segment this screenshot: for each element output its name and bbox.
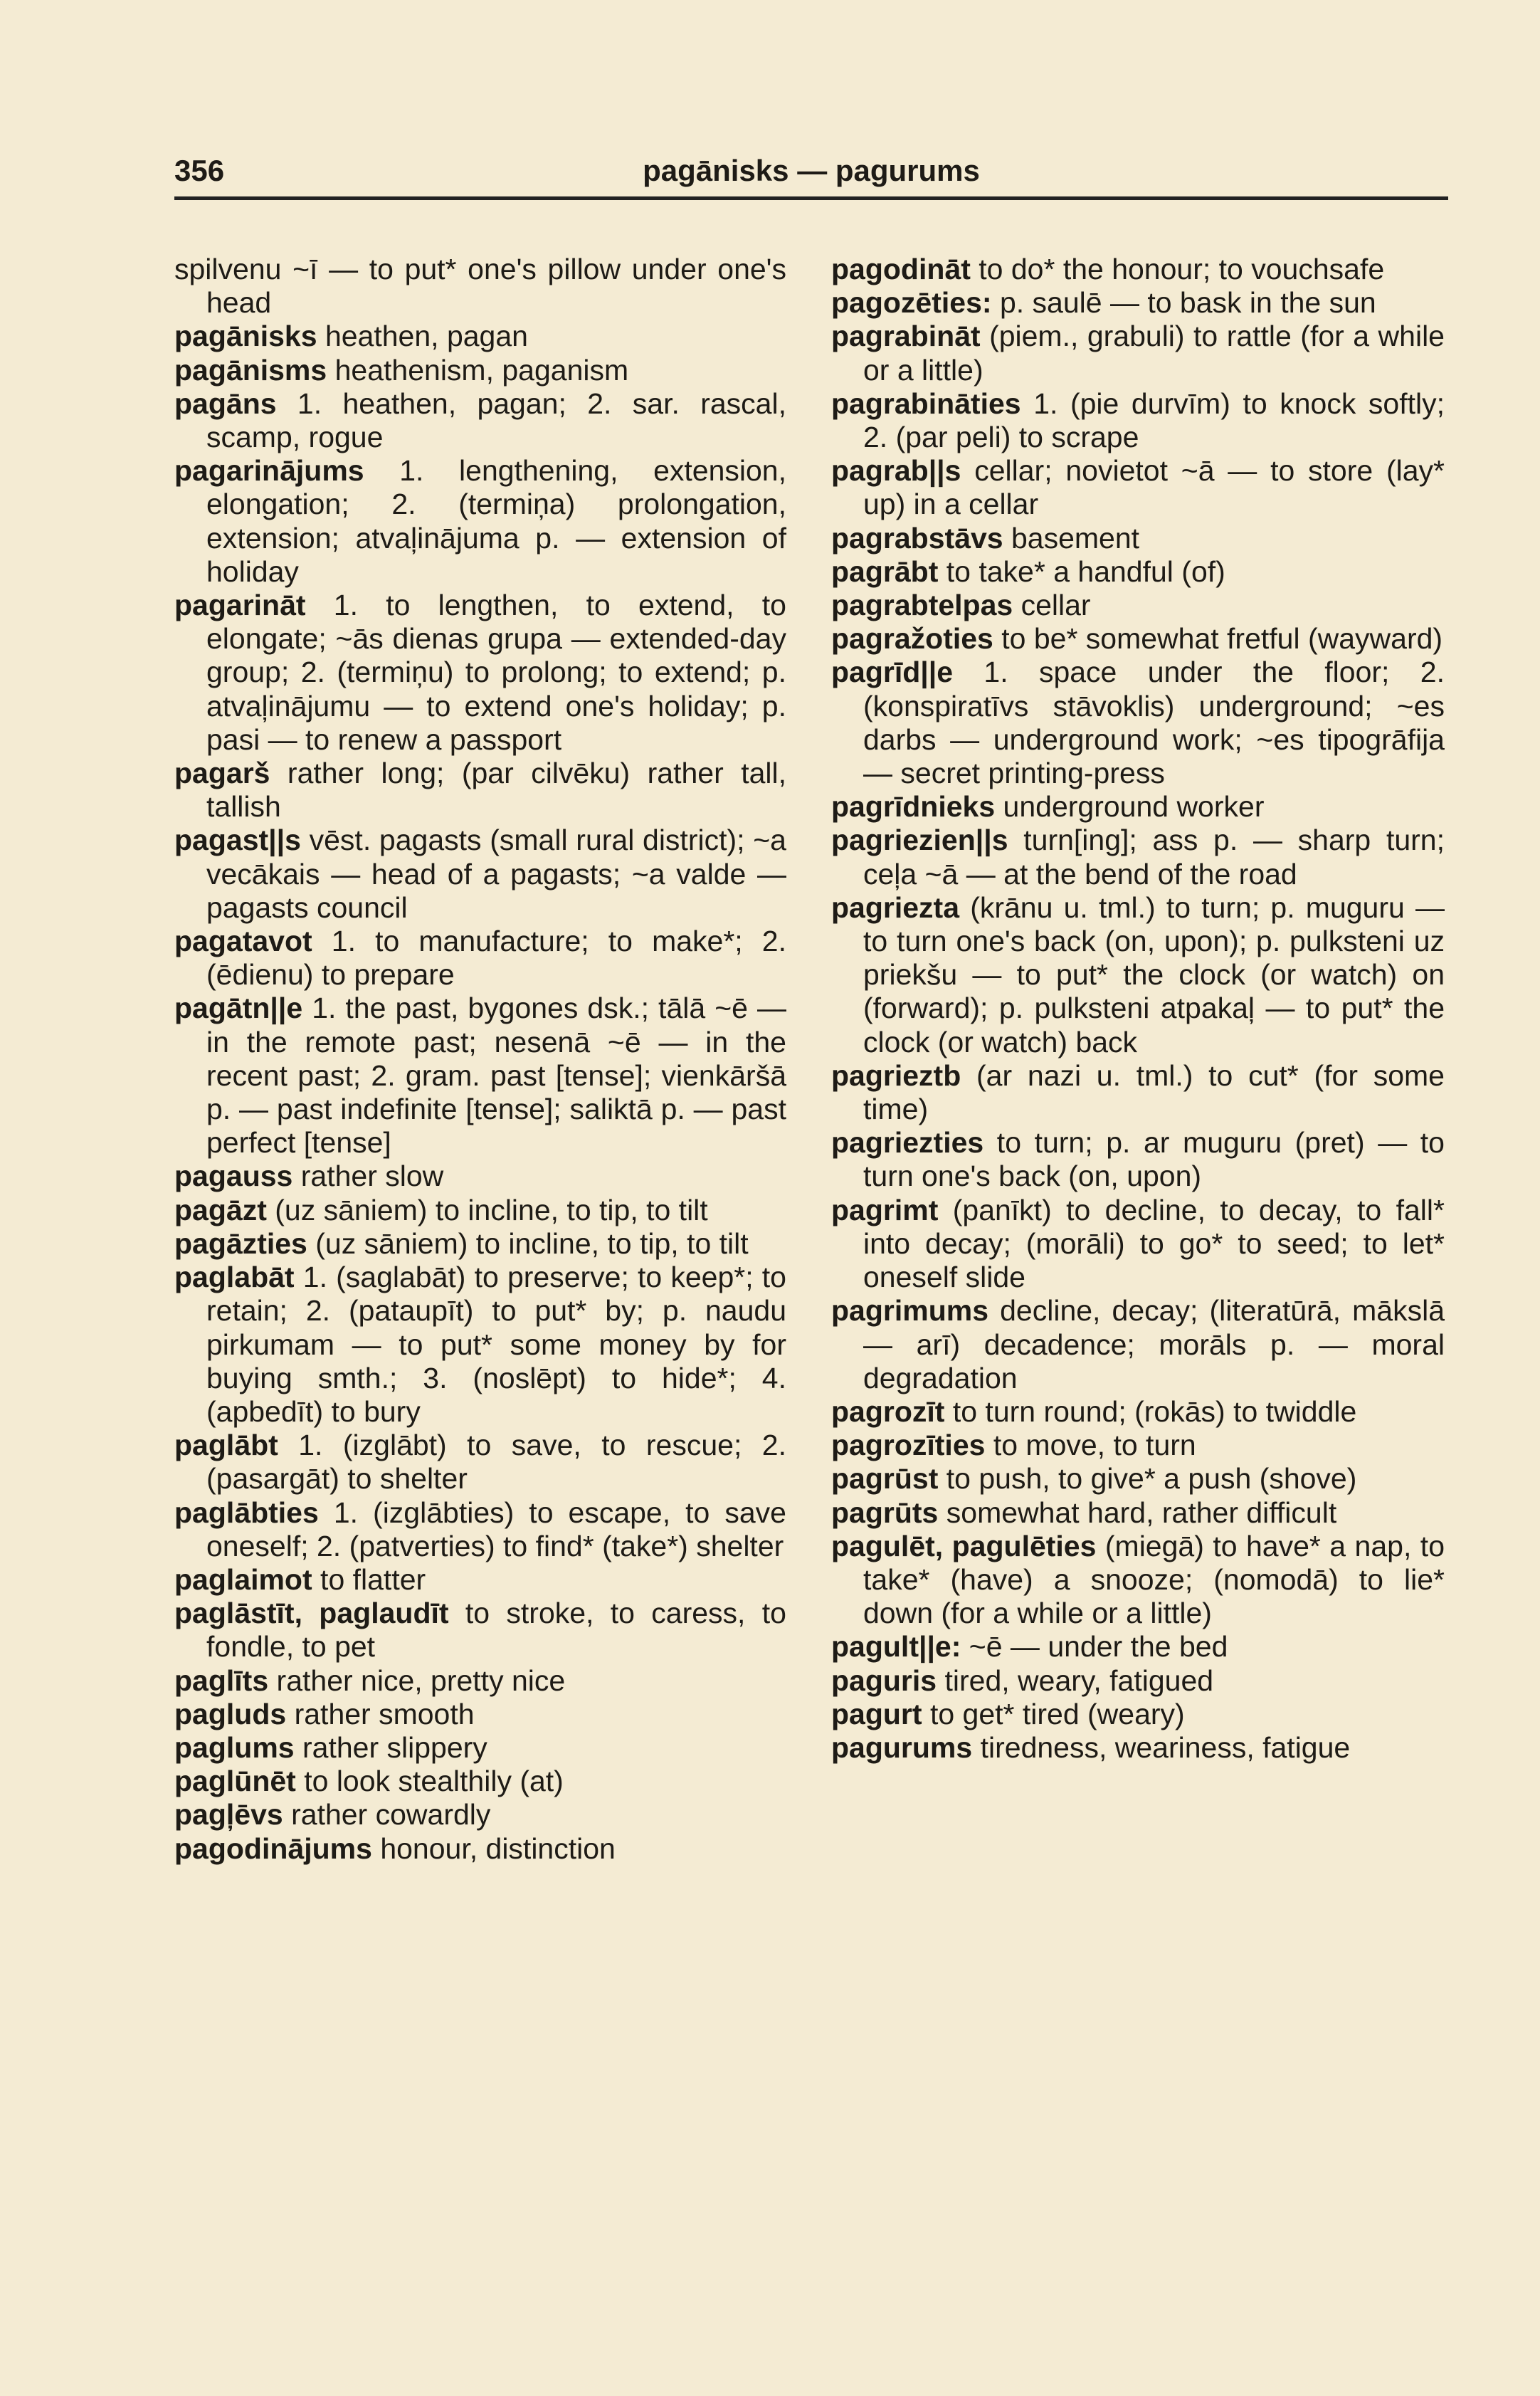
entry-definition: 1. the past, bygones dsk.; tālā ~ē — in the remote past; nesenā ~ē — in the recent past; 2. gram. past [tense]; vienkāršā p. — past indefinite [tense]; saliktā p. — past perfect [tense] — [206, 992, 786, 1160]
dictionary-entry — [831, 1731, 1445, 1765]
entry-headword: pagāzties — [174, 1226, 307, 1260]
entry-definition: 1. space under the floor; 2. (konspiratīvs stāvoklis) underground; ~es darbs — underground work; ~es tipogrāfija — secret printing-press — [863, 656, 1445, 790]
page-number: 356 — [174, 154, 225, 187]
entry-headword: pagodināt — [831, 253, 971, 285]
entry-headword: paglabāt — [174, 1261, 295, 1294]
running-head — [174, 147, 1448, 196]
entry-headword: paglābt — [174, 1429, 278, 1462]
dictionary-entry — [174, 1698, 786, 1731]
entry-definition: 1. heathen, pagan; 2. sar. rascal, scamp, rogue — [206, 387, 786, 454]
entry-headword: paguris — [831, 1664, 937, 1697]
entry-definition: turn[ing]; ass p. — sharp turn; ceļa ~ā — at the bend of the road — [863, 824, 1445, 890]
entry-headword: pagrābt — [831, 555, 939, 588]
dictionary-entry — [174, 1429, 786, 1496]
dictionary-entry — [831, 1630, 1445, 1664]
entry-headword: pagriezien||s — [831, 824, 1008, 857]
entry-headword: pagrieztb — [831, 1058, 961, 1092]
entry-headword: pagrabināt — [831, 320, 981, 353]
entry-definition: rather cowardly — [291, 1798, 491, 1832]
entry-headword: pagast||s — [174, 824, 301, 857]
entry-definition: (piem., grabuli) to rattle (for a while or a little) — [863, 320, 1445, 387]
dictionary-entry — [831, 589, 1445, 622]
entry-definition: to get* tired (weary) — [929, 1697, 1185, 1730]
dictionary-entry — [831, 555, 1445, 589]
entry-definition: rather smooth — [294, 1697, 475, 1730]
entry-headword: pagrabtelpas — [831, 589, 1013, 622]
entry-definition: underground worker — [1003, 790, 1265, 824]
entry-definition: tired, weary, fatigued — [944, 1664, 1214, 1697]
right-column — [831, 253, 1445, 1765]
entry-headword: pagrozīt — [831, 1394, 945, 1428]
entry-definition: rather long; (par cilvēku) rather tall, tallish — [206, 757, 786, 824]
dictionary-entry — [174, 1798, 786, 1832]
dictionary-entry — [831, 522, 1445, 555]
entry-definition: tiredness, weariness, fatigue — [980, 1730, 1351, 1764]
dictionary-entry — [174, 454, 786, 589]
entry-definition: p. saulē — to bask in the sun — [999, 286, 1376, 320]
dictionary-entry — [831, 320, 1445, 387]
entry-definition: to stroke, to caress, to fondle, to pet — [206, 1597, 786, 1664]
entry-definition: 1. (saglabāt) to preserve; to keep*; to retain; 2. (pataupīt) to put* by; p. naudu pirkumam — to put* some money by for buying smth.; 3. (noslēpt) to hide*; 4. (apbedīt) to bury — [206, 1261, 786, 1428]
dictionary-entry — [174, 1832, 786, 1866]
entry-headword: pagatavot — [174, 925, 312, 958]
dictionary-entry — [174, 320, 786, 353]
dictionary-entry — [831, 790, 1445, 824]
entry-headword: pagātn||e — [174, 992, 303, 1025]
entry-definition: vēst. pagasts (small rural district); ~a vecākais — head of a pagasts; ~a valde — pagasts council — [206, 824, 786, 924]
entry-headword: pagozēties: — [831, 286, 992, 320]
dictionary-entry — [174, 1597, 786, 1664]
entry-headword: pagurums — [831, 1730, 973, 1764]
dictionary-entry — [831, 824, 1445, 890]
entry-definition: to flatter — [320, 1562, 426, 1596]
page-title: pagānisks — pagurums — [643, 154, 980, 187]
entry-definition: (krānu u. tml.) to turn; p. muguru — to turn one's back (on, upon); p. pulksteni uz priekšu — to put* the clock (or watch) on (forward); p. pulksteni atpakaļ — to put* the clock (or watch) back — [863, 890, 1445, 1058]
entry-headword: pagāzt — [174, 1193, 267, 1226]
entry-headword: pagluds — [174, 1697, 287, 1730]
entry-headword: paglaimot — [174, 1562, 312, 1596]
dictionary-entry — [831, 1126, 1445, 1193]
dictionary-entry — [174, 354, 786, 387]
entry-headword: pagāns — [174, 387, 277, 420]
entry-definition: (panīkt) to decline, to decay, to fall* into decay; (morāli) to go* to seed; to let* oneself slide — [863, 1193, 1445, 1294]
dictionary-entry — [831, 656, 1445, 790]
dictionary-entry — [174, 1160, 786, 1193]
entry-headword: paglums — [174, 1730, 295, 1764]
dictionary-entry — [174, 1563, 786, 1597]
dictionary-entry — [174, 1664, 786, 1698]
entry-headword: paglāstīt, paglaudīt — [174, 1597, 449, 1630]
entry-definition: to be* somewhat fretful (wayward) — [1001, 622, 1443, 656]
entry-headword: paglābties — [174, 1496, 319, 1529]
entry-headword: pagļēvs — [174, 1798, 283, 1832]
dictionary-entry — [174, 992, 786, 1160]
dictionary-entry — [831, 1698, 1445, 1731]
entry-definition: 1. to manufacture; to make*; 2. (ēdienu) to prepare — [206, 925, 786, 992]
entry-definition: heathenism, paganism — [334, 353, 629, 387]
entry-definition: (uz sāniem) to incline, to tip, to tilt — [315, 1226, 749, 1260]
dictionary-entry — [174, 1731, 786, 1765]
dictionary-entry — [174, 1496, 786, 1563]
dictionary-entry — [831, 1395, 1445, 1429]
dictionary-entry — [831, 1294, 1445, 1395]
entry-definition: (miegā) to have* a nap, to take* (have) a snooze; (nomodā) to lie* down (for a while or a little) — [863, 1529, 1445, 1630]
dictionary-entry — [831, 454, 1445, 521]
dictionary-entry — [174, 253, 786, 320]
entry-definition: to push, to give* a push (shove) — [946, 1462, 1357, 1496]
entry-headword: pagodinājums — [174, 1832, 372, 1865]
entry-headword: pagrab||s — [831, 454, 961, 488]
dictionary-entry — [174, 1765, 786, 1798]
left-column — [174, 253, 786, 1866]
entry-headword: pagult||e: — [831, 1630, 961, 1664]
entry-headword: pagrīd||e — [831, 656, 954, 689]
header-divider — [174, 196, 1448, 200]
entry-headword: pagānisks — [174, 320, 317, 353]
dictionary-entry — [174, 1227, 786, 1261]
dictionary-entry — [831, 622, 1445, 656]
entry-definition: 1. lengthening, extension, elongation; 2. (termiņa) prolongation, extension; atvaļinājuma p. — extension of holiday — [206, 454, 786, 588]
dictionary-entry — [831, 1462, 1445, 1496]
dictionary-entry — [831, 1059, 1445, 1126]
entry-headword: paglīts — [174, 1664, 269, 1697]
entry-definition: (uz sāniem) to incline, to tip, to tilt — [275, 1193, 708, 1226]
entry-definition: spilvenu ~ī — to put* one's pillow under one's head — [174, 253, 786, 320]
dictionary-entry — [174, 589, 786, 757]
entry-definition: honour, distinction — [380, 1832, 616, 1865]
dictionary-entry — [174, 1194, 786, 1227]
dictionary-entry — [174, 824, 786, 925]
entry-headword: pagrimums — [831, 1294, 988, 1328]
entry-definition: to turn; p. ar muguru (pret) — to turn one's back (on, upon) — [863, 1126, 1445, 1193]
dictionary-entry — [831, 1664, 1445, 1698]
entry-definition: to look stealthily (at) — [304, 1765, 564, 1798]
entry-headword: pagrūst — [831, 1462, 939, 1496]
dictionary-entry — [174, 757, 786, 824]
entry-headword: pagrimt — [831, 1193, 939, 1226]
entry-definition: to do* the honour; to vouchsafe — [979, 253, 1385, 285]
dictionary-entry — [831, 253, 1445, 286]
entry-definition: ~ē — under the bed — [969, 1630, 1228, 1664]
entry-headword: paglūnēt — [174, 1765, 296, 1798]
entry-headword: pagauss — [174, 1160, 293, 1193]
dictionary-entry — [174, 1261, 786, 1429]
dictionary-entry — [831, 1194, 1445, 1295]
entry-headword: pagulēt, pagulēties — [831, 1529, 1097, 1562]
entry-definition: 1. to lengthen, to extend, to elongate; ~ās dienas grupa — extended-day group; 2. (termiņu) to prolong; to extend; p. atvaļinājumu — to extend one's holiday; p. pasi — to renew a passport — [206, 589, 786, 756]
dictionary-entry — [831, 1429, 1445, 1462]
entry-definition: to move, to turn — [993, 1429, 1196, 1462]
dictionary-entry — [831, 1496, 1445, 1530]
entry-definition: (ar nazi u. tml.) to cut* (for some time) — [863, 1058, 1445, 1126]
entry-definition: basement — [1011, 521, 1140, 555]
entry-definition: cellar — [1020, 589, 1091, 622]
entry-headword: pagrabstāvs — [831, 521, 1003, 555]
entry-headword: pagrozīties — [831, 1429, 986, 1462]
entry-headword: pagānisms — [174, 353, 327, 387]
entry-definition: 1. (pie durvīm) to knock softly; 2. (par peli) to scrape — [863, 387, 1445, 454]
dictionary-entry — [174, 925, 786, 992]
entry-definition: cellar; novietot ~ā — to store (lay* up) in a cellar — [863, 454, 1445, 521]
dictionary-entry — [174, 387, 786, 454]
entry-definition: to turn round; (rokās) to twiddle — [952, 1394, 1357, 1428]
dictionary-entry — [831, 286, 1445, 320]
entry-headword: pagurt — [831, 1697, 922, 1730]
entry-definition: rather slow — [300, 1160, 444, 1193]
entry-definition: decline, decay; (literatūrā, mākslā — arī) decadence; morāls p. — moral degradation — [863, 1294, 1445, 1394]
entry-headword: pagarināt — [174, 589, 306, 622]
entry-definition: rather slippery — [302, 1730, 487, 1764]
entry-headword: pagarinājums — [174, 454, 364, 488]
dictionary-entry — [831, 1530, 1445, 1631]
dictionary-entry — [831, 891, 1445, 1059]
entry-headword: pagrabināties — [831, 387, 1021, 420]
entry-headword: pagražoties — [831, 622, 993, 656]
entry-headword: pagrūts — [831, 1496, 939, 1529]
entry-definition: heathen, pagan — [325, 320, 528, 353]
entry-headword: pagriezties — [831, 1126, 984, 1160]
entry-definition: to take* a handful (of) — [946, 555, 1225, 588]
dictionary-entry — [831, 387, 1445, 454]
entry-definition: 1. (izglābties) to escape, to save oneself; 2. (patverties) to find* (take*) shelter — [206, 1496, 786, 1562]
entry-definition: somewhat hard, rather difficult — [946, 1496, 1337, 1529]
entry-definition: rather nice, pretty nice — [276, 1664, 566, 1697]
entry-headword: pagriezta — [831, 890, 959, 924]
entry-definition: 1. (izglābt) to save, to rescue; 2. (pasargāt) to shelter — [206, 1429, 786, 1496]
entry-headword: pagarš — [174, 757, 270, 790]
entry-headword: pagrīdnieks — [831, 790, 996, 824]
